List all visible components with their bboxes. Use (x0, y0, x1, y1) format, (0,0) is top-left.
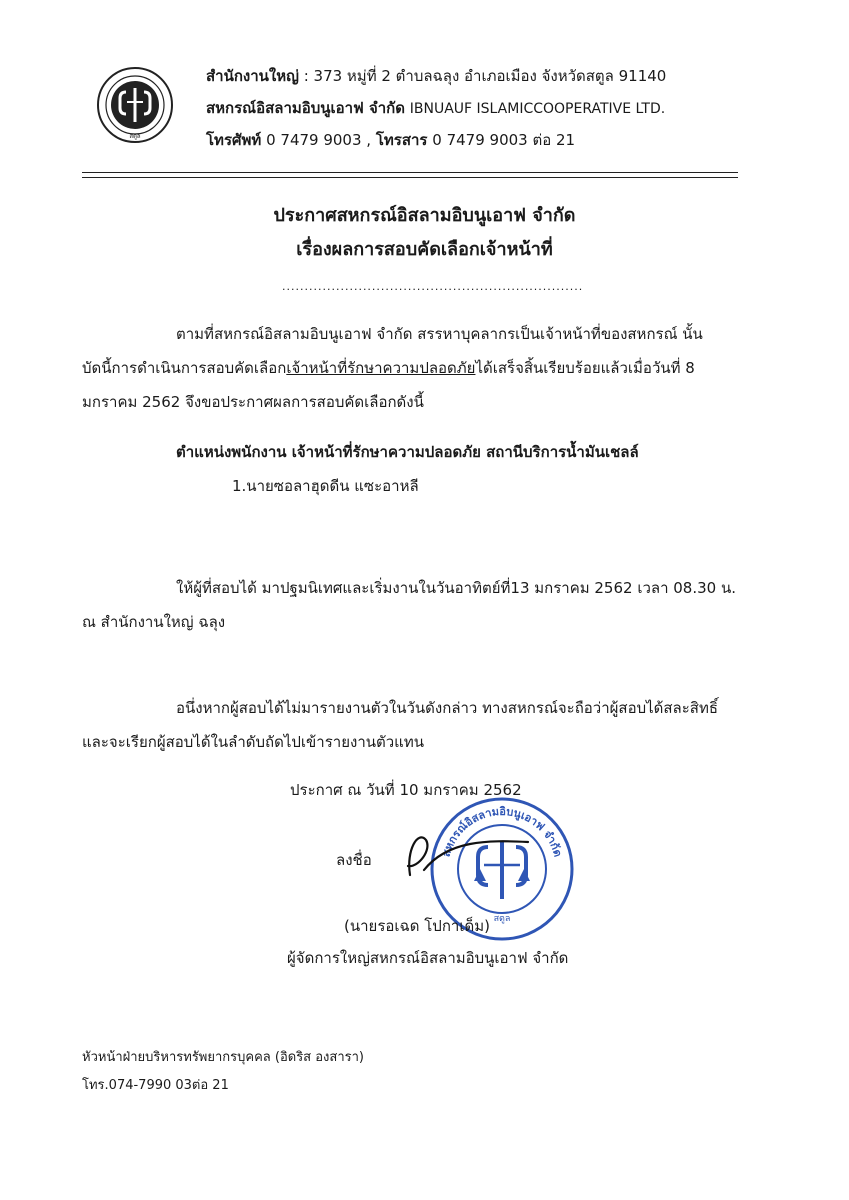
head-office-label: สำนักงานใหญ่ (206, 67, 299, 85)
announcement-date: ประกาศ ณ วันที่ 10 มกราคม 2562 (290, 781, 522, 799)
p1-text-b: ได้เสร็จสิ้นเรียบร้อยแล้วเมื่อวันที่ 8 (475, 359, 695, 377)
sign-label: ลงชื่อ (336, 851, 372, 869)
hr-contact-name: หัวหน้าฝ่ายบริหารทรัพยากรบุคคล (อิดริส องสารา) (82, 1050, 364, 1065)
candidate-name: 1.นายซอลาฮุดดีน แซะอาหลี (232, 477, 419, 495)
paragraph-1-line-1: ตามที่สหกรณ์อิสลามอิบนูเอาฟ จำกัด สรรหาบุคลากรเป็นเจ้าหน้าที่ของสหกรณ์ นั้น (176, 325, 703, 343)
svg-text:สหกรณ์อิสลามอิบนูเอาฟ จำกัด: สหกรณ์อิสลามอิบนูเอาฟ จำกัด (439, 804, 565, 859)
title-dotted-line: ................................................................... (282, 280, 584, 293)
org-name-english: IBNUAUF ISLAMICCOOPERATIVE LTD. (409, 101, 666, 117)
paragraph-3-line-2: และจะเรียกผู้สอบได้ในลำดับถัดไปเข้ารายงานตัวแทน (82, 733, 424, 751)
letterhead-org (206, 96, 665, 120)
org-name-thai: สหกรณ์อิสลามอิบนูเอาฟ จำกัด (206, 99, 405, 117)
paragraph-1-line-3: มกราคม 2562 จึงขอประกาศผลการสอบคัดเลือกดังนี้ (82, 393, 424, 411)
paragraph-2-line-1: ให้ผู้ที่สอบได้ มาปฐมนิเทศและเริ่มงานในวันอาทิตย์ที่13 มกราคม 2562 เวลา 08.30 น. (176, 579, 736, 597)
letterhead-address (206, 64, 666, 88)
phone-number: 0 7479 9003 , (266, 131, 372, 149)
stamp-bottom-text: สตูล (493, 914, 511, 924)
paragraph-3-line-1: อนึ่งหากผู้สอบได้ไม่มารายงานตัวในวันดังกล่าว ทางสหกรณ์จะถือว่าผู้สอบได้สละสิทธิ์ (176, 699, 718, 717)
phone-label: โทรศัพท์ (206, 131, 262, 149)
letterhead-contact (206, 128, 575, 152)
fax-number: 0 7479 9003 ต่อ 21 (432, 131, 576, 149)
announcement-subject: เรื่องผลการสอบคัดเลือกเจ้าหน้าที่ (296, 239, 553, 260)
hr-contact-phone: โทร.074-7990 03ต่อ 21 (82, 1078, 229, 1093)
paragraph-1-line-2 (82, 356, 695, 380)
announcement-title: ประกาศสหกรณ์อิสลามอิบนูเอาฟ จำกัด (273, 205, 576, 226)
paragraph-2-line-2: ณ สำนักงานใหญ่ ฉลุง (82, 613, 226, 631)
signatory-name: (นายรอเฉด โปกาเด็ม) (344, 917, 490, 935)
signatory-role: ผู้จัดการใหญ่สหกรณ์อิสลามอิบนูเอาฟ จำกัด (287, 949, 569, 967)
logo-caption: สตูล (129, 133, 141, 140)
position-heading: ตำแหน่งพนักงาน เจ้าหน้าที่รักษาความปลอดภัย สถานีบริการน้ำมันเชลล์ (176, 443, 639, 461)
handwritten-signature (388, 820, 538, 890)
cooperative-logo (96, 66, 174, 144)
head-office-address: : 373 หมู่ที่ 2 ตำบลฉลุง อำเภอเมือง จังหวัดสตูล 91140 (303, 67, 667, 85)
p1-text-a: บัดนี้การดำเนินการสอบคัดเลือก (82, 359, 287, 377)
header-divider-top (82, 172, 738, 173)
p1-underlined-position: เจ้าหน้าที่รักษาความปลอดภัย (286, 359, 476, 377)
fax-label: โทรสาร (375, 131, 428, 149)
header-divider-bottom (82, 177, 738, 178)
